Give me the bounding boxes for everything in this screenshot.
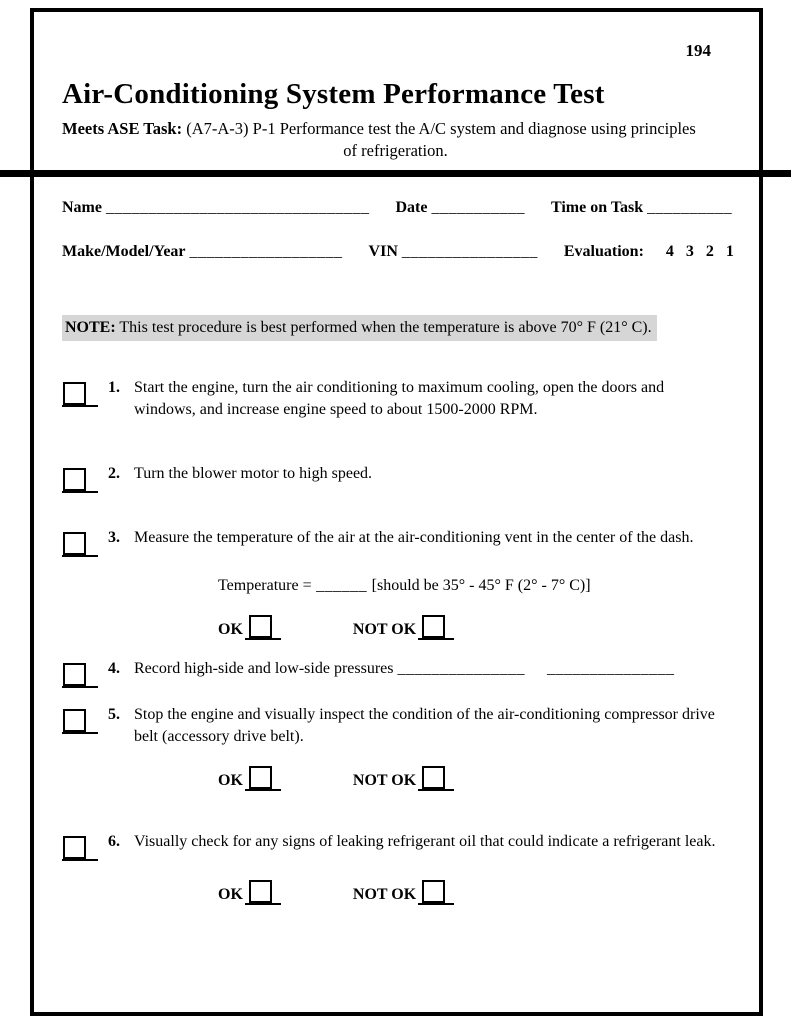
ok-label: OK [218, 771, 243, 789]
temperature-label: Temperature = [218, 576, 312, 594]
step-number: 2. [108, 464, 120, 482]
header-field-row-2 [62, 241, 734, 263]
checkbox-square-icon [63, 709, 86, 732]
step-3-not-ok-checkbox[interactable] [418, 612, 454, 640]
step-2-checkbox[interactable] [62, 465, 98, 493]
step-1-checkbox-wrap [62, 377, 108, 407]
ase-task-label: Meets ASE Task: [62, 119, 183, 139]
step-3-ok-row [218, 612, 729, 640]
not-ok-group [353, 612, 454, 640]
step-6-ok-row [218, 877, 729, 905]
temperature-blank-field[interactable]: ______ [311, 576, 372, 594]
checkbox-square-icon [422, 615, 445, 638]
step-number: 4. [108, 660, 120, 678]
checkbox-square-icon [63, 468, 86, 491]
note-label: NOTE: [65, 318, 116, 336]
step-5-checkbox[interactable] [62, 706, 98, 734]
step-6-checkbox[interactable] [62, 833, 98, 861]
name-blank-field[interactable]: _______________________________ [105, 198, 370, 216]
ase-task-text-line2: of refrigeration. [343, 141, 448, 161]
step-text: Measure the temperature of the air at the air-conditioning vent in the center of the dash. [134, 528, 694, 546]
step-5-not-ok-checkbox[interactable] [418, 763, 454, 791]
step-5-ok-checkbox[interactable] [245, 763, 281, 791]
step-row-2 [62, 463, 729, 493]
vin-label: VIN [368, 243, 398, 261]
not-ok-label: NOT OK [352, 885, 417, 903]
step-text: Turn the blower motor to high speed. [134, 464, 373, 482]
not-ok-label: NOT OK [352, 620, 417, 638]
ase-task-text: (A7-A-3) P-1 Performance test the A/C system and diagnose using principles [182, 119, 696, 139]
checkbox-square-icon [63, 382, 86, 405]
not-ok-group [353, 877, 454, 905]
step-2-checkbox-wrap [62, 463, 108, 493]
not-ok-group [353, 763, 454, 791]
step-6-checkbox-wrap [62, 831, 108, 861]
low-side-pressure-blank[interactable]: _______________ [547, 660, 675, 678]
step-number: 3. [108, 528, 120, 546]
note-text: This test procedure is best performed when the temperature is above 70° F (21° C). [115, 318, 652, 336]
step-row-4 [62, 658, 729, 688]
page-number: 194 [685, 41, 711, 60]
checkbox-square-icon [63, 836, 86, 859]
time-on-task-blank-field[interactable]: __________ [647, 198, 733, 216]
step-text-with-blanks [134, 658, 729, 680]
step-4-checkbox-wrap [62, 658, 108, 688]
step-5-ok-row [218, 763, 729, 791]
time-on-task-label: Time on Task [550, 198, 644, 216]
step-text: Record high-side and low-side pressures [134, 660, 398, 678]
step-text: Stop the engine and visually inspect the condition of the air-conditioning compressor drive belt (accessory drive belt). [134, 706, 715, 745]
ok-label: OK [218, 885, 243, 903]
ase-task-line [62, 118, 729, 163]
not-ok-label: NOT OK [352, 771, 417, 789]
checkbox-square-icon [422, 766, 445, 789]
step-6-not-ok-checkbox[interactable] [418, 877, 454, 905]
high-side-pressure-blank[interactable]: _______________ [397, 660, 525, 678]
step-row-1 [62, 377, 729, 420]
step-number: 5. [108, 706, 120, 724]
checkbox-square-icon [249, 880, 272, 903]
step-text: Visually check for any signs of leaking refrigerant oil that could indicate a refrigerant leak. [134, 833, 716, 851]
ok-label: OK [218, 620, 243, 638]
step-3-checkbox[interactable] [62, 529, 98, 557]
note-callout [62, 315, 657, 342]
checkbox-square-icon [63, 663, 86, 686]
header-field-row-1 [62, 197, 733, 219]
date-label: Date [395, 198, 428, 216]
step-row-6 [62, 831, 729, 861]
step-4-checkbox[interactable] [62, 660, 98, 688]
checkbox-square-icon [422, 880, 445, 903]
step-row-5 [62, 704, 729, 747]
step-text: Start the engine, turn the air conditioning to maximum cooling, open the doors and windows, and increase engine speed to about 1500-2000 RPM. [134, 379, 665, 418]
step-3-checkbox-wrap [62, 527, 108, 557]
step-3-ok-checkbox[interactable] [245, 612, 281, 640]
temperature-range-hint: [should be 35° - 45° F (2° - 7° C)] [371, 576, 591, 594]
step-1-checkbox[interactable] [62, 379, 98, 407]
checkbox-square-icon [63, 532, 86, 555]
make-model-year-blank-field[interactable]: __________________ [189, 243, 343, 261]
checkbox-square-icon [249, 615, 272, 638]
step-number: 1. [108, 379, 120, 397]
evaluation-scale-values[interactable]: 4 3 2 1 [665, 243, 734, 261]
temperature-line [218, 575, 729, 597]
date-blank-field[interactable]: ___________ [431, 198, 525, 216]
vin-blank-field[interactable]: ________________ [401, 243, 538, 261]
step-number: 6. [108, 833, 120, 851]
evaluation-label: Evaluation: [563, 243, 644, 261]
step-5-checkbox-wrap [62, 704, 108, 734]
step-6-ok-checkbox[interactable] [245, 877, 281, 905]
page-title: Air-Conditioning System Performance Test [62, 77, 605, 110]
checkbox-square-icon [249, 766, 272, 789]
step-row-3 [62, 527, 729, 557]
make-model-year-label: Make/Model/Year [62, 243, 186, 261]
name-label: Name [62, 198, 102, 216]
